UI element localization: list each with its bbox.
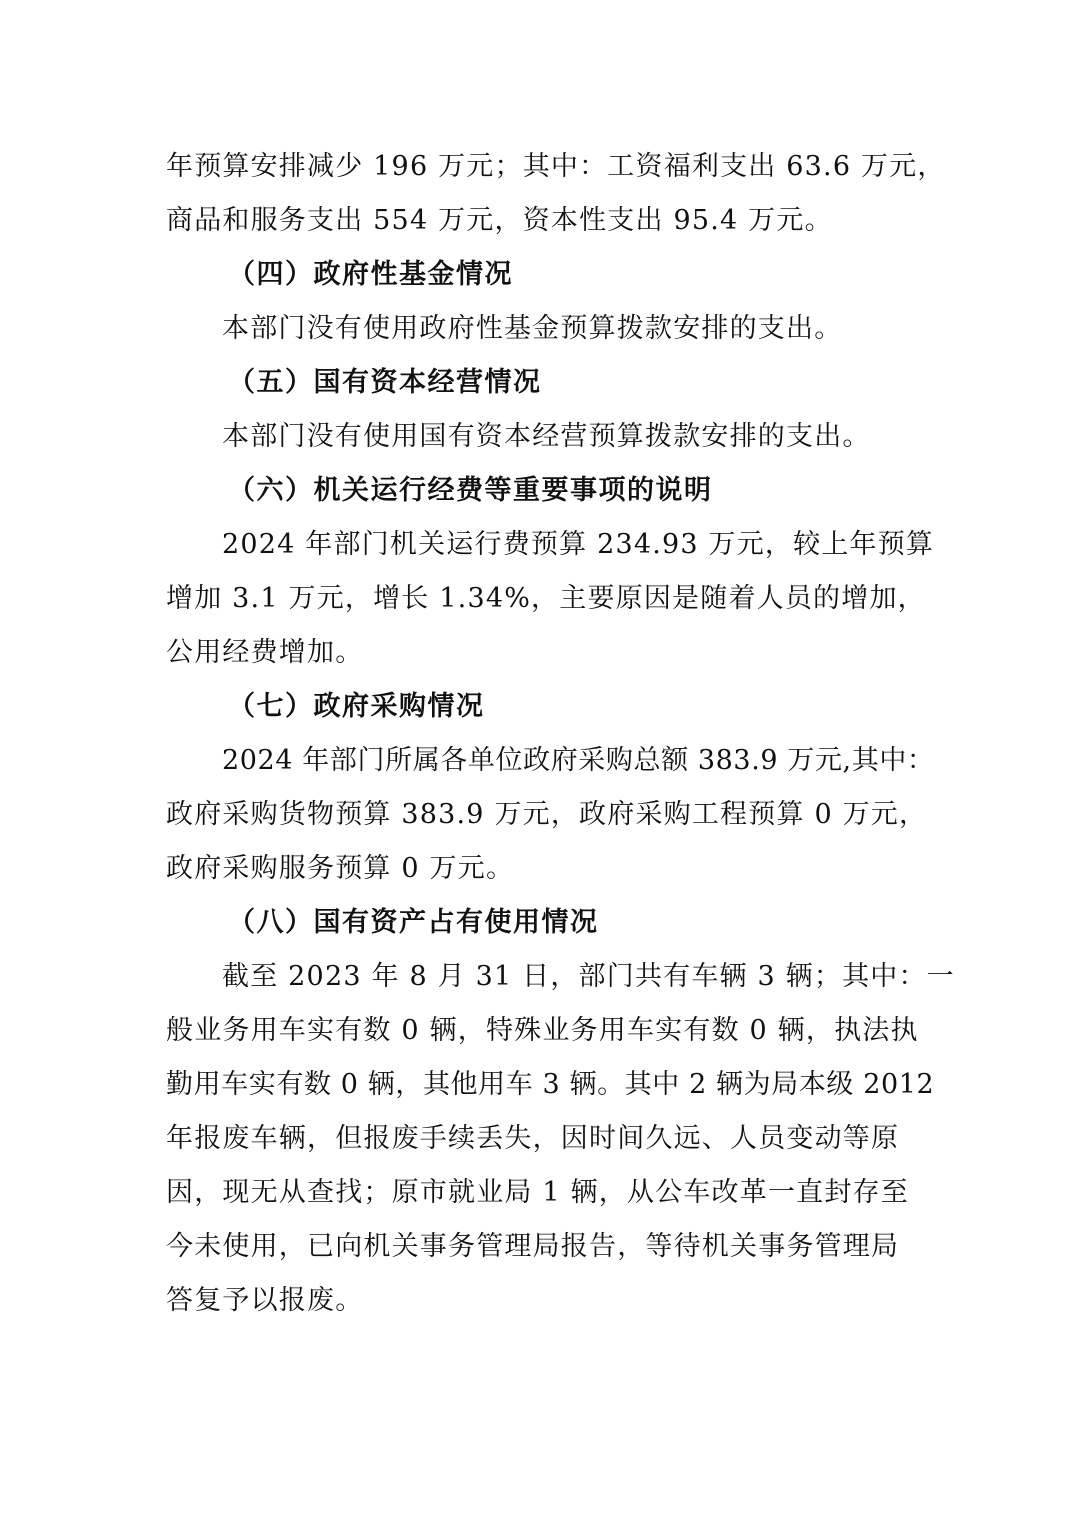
paragraph-line: 政府采购服务预算 0 万元。 [166,853,515,884]
paragraph-line: 般业务用车实有数 0 辆，特殊业务用车实有数 0 辆，执法执 [166,1015,919,1046]
paragraph-line: 增加 3.1 万元，增长 1.34%，主要原因是随着人员的增加， [166,583,926,614]
paragraph-line: 年预算安排减少 196 万元；其中：工资福利支出 63.6 万元， [166,151,946,182]
paragraph-line: 商品和服务支出 554 万元，资本性支出 95.4 万元。 [166,205,833,236]
paragraph-line: 截至 2023 年 8 月 31 日，部门共有车辆 3 辆；其中：一 [222,961,955,992]
paragraph-line: 今未使用，已向机关事务管理局报告，等待机关事务管理局 [166,1231,900,1262]
section-heading-8: （八）国有资产占有使用情况 [228,907,599,938]
document-page [166,140,955,1328]
paragraph-line: 本部门没有使用国有资本经营预算拨款安排的支出。 [222,421,871,452]
section-heading-4: （四）政府性基金情况 [228,259,513,290]
paragraph-line: 年报废车辆，但报废手续丢失，因时间久远、人员变动等原 [166,1123,900,1154]
section-heading-5: （五）国有资本经营情况 [228,367,542,398]
section-heading-6: （六）机关运行经费等重要事项的说明 [228,475,713,506]
paragraph-line: 公用经费增加。 [166,637,364,668]
section-heading-7: （七）政府采购情况 [228,691,485,722]
paragraph-line: 本部门没有使用政府性基金预算拨款安排的支出。 [222,313,843,344]
paragraph-line: 2024 年部门机关运行费预算 234.93 万元，较上年预算 [222,529,935,560]
paragraph-line: 勤用车实有数 0 辆，其他用车 3 辆。其中 2 辆为局本级 2012 [166,1069,935,1100]
paragraph-line: 因，现无从查找；原市就业局 1 辆，从公车改革一直封存至 [166,1177,909,1208]
paragraph-line: 答复予以报废。 [166,1285,364,1316]
paragraph-line: 政府采购货物预算 383.9 万元，政府采购工程预算 0 万元， [166,799,928,830]
paragraph-line: 2024 年部门所属各单位政府采购总额 383.9 万元,其中： [222,745,935,776]
